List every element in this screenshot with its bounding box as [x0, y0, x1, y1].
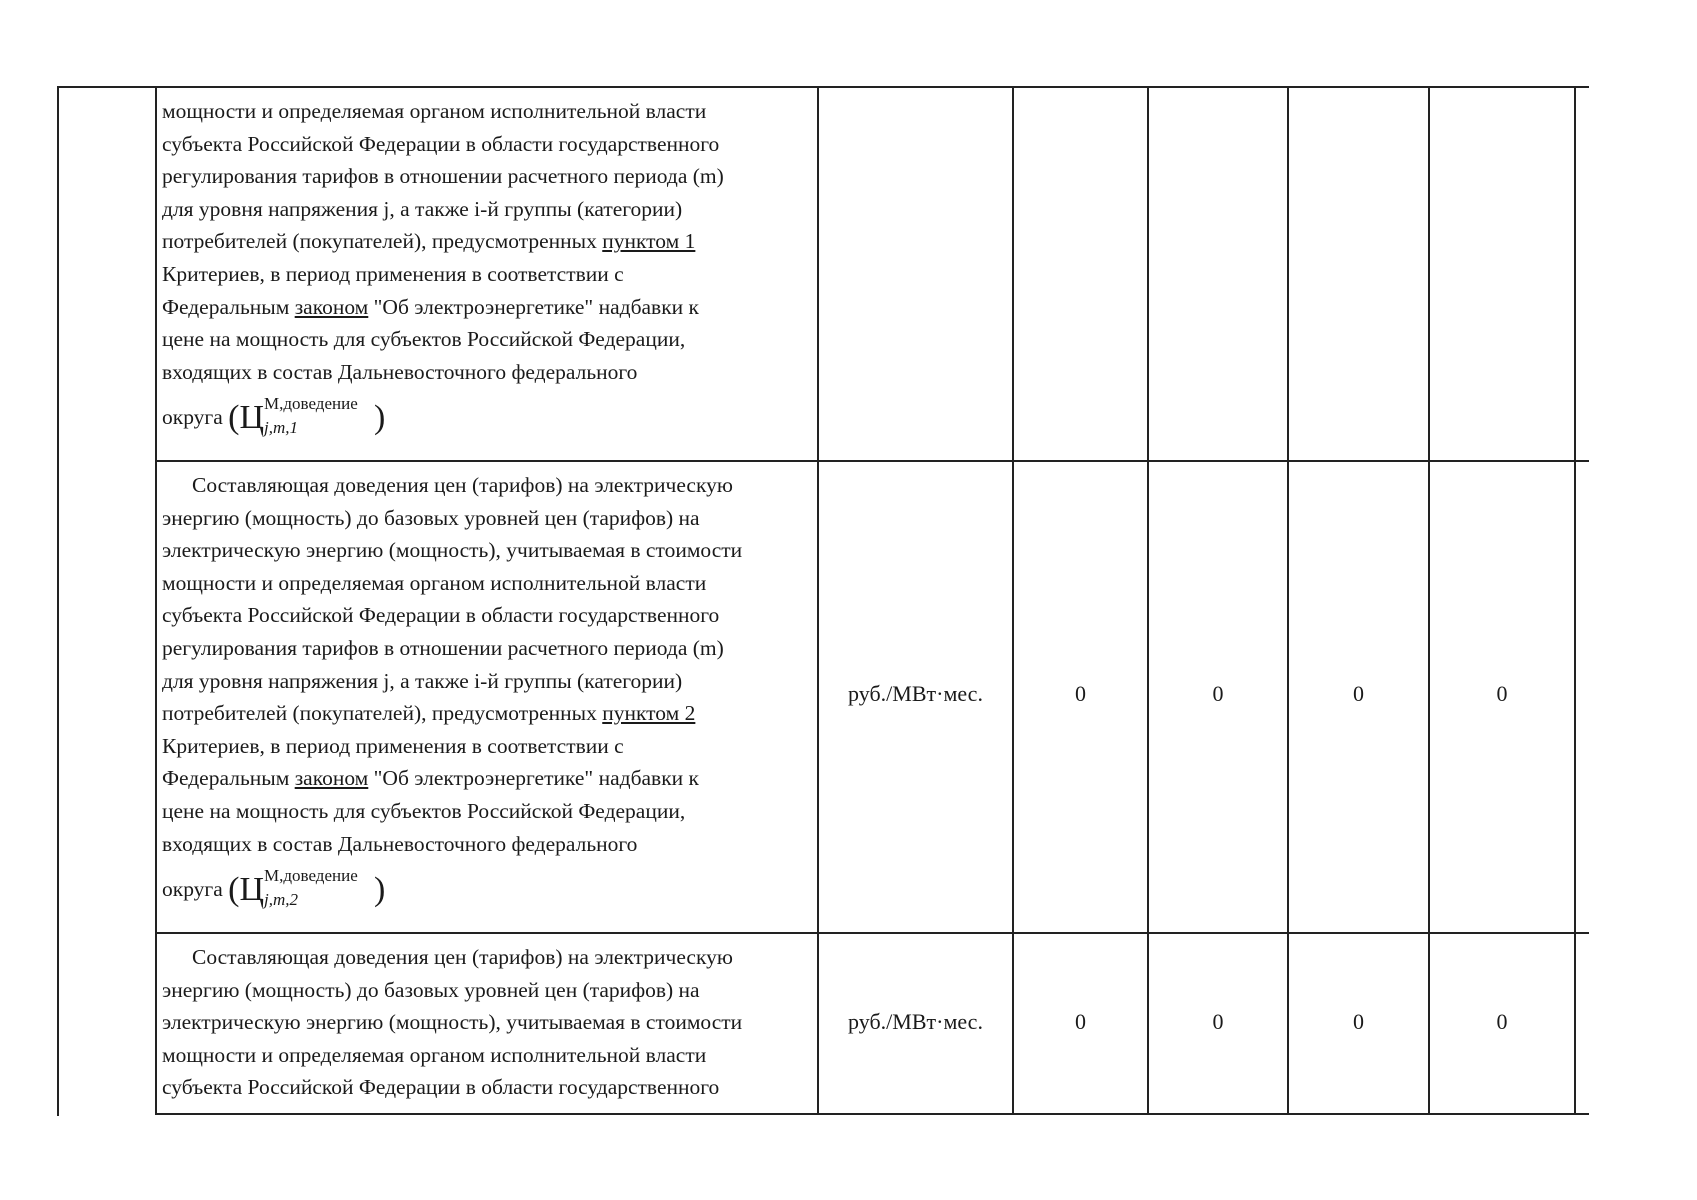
- row-1-criteria-link[interactable]: пунктом 1: [602, 229, 696, 254]
- row-1-line-4: для уровня напряжения j, а также i-й группы (категории): [162, 196, 683, 221]
- row-2-formula-sub: j,m,2: [264, 890, 299, 910]
- row-3-value-4: 0: [1496, 1009, 1508, 1034]
- table-top-border: [57, 86, 1589, 88]
- row-2-unit: руб./МВт·мес.: [848, 681, 983, 706]
- row-3-value-1: 0: [1075, 1009, 1086, 1034]
- table-right-border: [1574, 86, 1576, 1115]
- row-3-line-2: энергию (мощность) до базовых уровней цен (тарифов) на: [162, 977, 700, 1002]
- column-divider-value-1: [1012, 86, 1014, 1115]
- row-2-value-3: 0: [1353, 681, 1364, 706]
- row-1-line-7: [162, 291, 819, 324]
- table-bottom-border: [155, 1113, 1589, 1115]
- row-1-line-1: мощности и определяемая органом исполнительной власти: [162, 99, 707, 123]
- row-divider-2: [155, 932, 1589, 934]
- row-1-law-prefix: Федеральным: [162, 294, 295, 319]
- row-1-line-5: [162, 225, 819, 258]
- row-1-formula-indices: [264, 394, 374, 444]
- row-1-line-9: входящих в состав Дальневосточного федерального: [162, 359, 638, 384]
- row-1-description: [162, 95, 819, 444]
- row-3-description: [162, 941, 819, 1104]
- row-3-line-4: мощности и определяемая органом исполнительной власти: [162, 1042, 707, 1067]
- row-2-line-12: входящих в состав Дальневосточного федерального: [162, 831, 638, 856]
- row-2-description: [162, 469, 819, 916]
- row-2-line-9: Критериев, в период применения в соответствии с: [162, 733, 624, 758]
- row-1-formula-open-paren: (: [228, 399, 240, 437]
- row-1-law-link[interactable]: законом: [294, 294, 369, 319]
- row-3-line-3: электрическую энергию (мощность), учитываемая в стоимости: [162, 1010, 743, 1035]
- row-1-formula-line: [162, 394, 819, 444]
- row-2-line-3: электрическую энергию (мощность), учитываемая в стоимости: [162, 538, 743, 563]
- row-1-formula-close-paren: ): [374, 399, 386, 437]
- row-2-line-4: мощности и определяемая органом исполнительной власти: [162, 570, 707, 595]
- row-2-line-8: [162, 697, 819, 730]
- row-1-line-8: цене на мощность для субъектов Российской Федерации,: [162, 327, 686, 352]
- row-2-value-4: 0: [1496, 681, 1508, 706]
- row-3-unit: руб./МВт·мес.: [848, 1009, 983, 1034]
- row-1-line-6: Критериев, в период применения в соответствии с: [162, 261, 624, 286]
- row-2-law-link[interactable]: законом: [294, 766, 369, 791]
- row-2-formula-indices: [264, 866, 374, 916]
- row-3-value-3: 0: [1353, 1009, 1364, 1034]
- row-2-formula-close-paren: ): [374, 871, 386, 909]
- row-2-value-1: 0: [1075, 681, 1086, 706]
- column-divider-value-2: [1147, 86, 1149, 1115]
- row-2-formula-sup: М,доведение: [264, 866, 358, 886]
- row-2-link-prefix: потребителей (покупателей), предусмотренных: [162, 701, 603, 726]
- row-2-value-2: 0: [1212, 681, 1224, 706]
- row-1-formula-prefix: округа: [162, 405, 223, 430]
- row-2-formula-open-paren: (: [228, 871, 240, 909]
- row-2-formula-symbol: Ц: [239, 871, 265, 909]
- row-2-line-10: [162, 762, 819, 795]
- row-2-line-7: для уровня напряжения j, а также i-й группы (категории): [162, 668, 683, 693]
- row-1-line-3: регулирования тарифов в отношении расчетного периода (m): [162, 164, 724, 189]
- row-2-law-prefix: Федеральным: [162, 766, 295, 791]
- row-2-formula-prefix: округа: [162, 877, 223, 902]
- row-1-link-prefix: потребителей (покупателей), предусмотренных: [162, 229, 603, 254]
- column-divider-value-4: [1428, 86, 1430, 1115]
- row-2-formula-line: [162, 866, 819, 916]
- row-3-line-5: субъекта Российской Федерации в области государственного: [162, 1075, 720, 1100]
- row-1-formula-symbol: Ц: [239, 399, 265, 437]
- row-3-value-2: 0: [1212, 1009, 1224, 1034]
- row-2-line-11: цене на мощность для субъектов Российской Федерации,: [162, 798, 686, 823]
- row-2-line-5: субъекта Российской Федерации в области государственного: [162, 603, 720, 628]
- row-1-law-suffix: "Об электроэнергетике" надбавки к: [368, 294, 699, 319]
- row-2-law-suffix: "Об электроэнергетике" надбавки к: [368, 766, 699, 791]
- column-divider-value-3: [1287, 86, 1289, 1115]
- row-2-criteria-link[interactable]: пунктом 2: [602, 701, 696, 726]
- row-1-line-2: субъекта Российской Федерации в области государственного: [162, 131, 720, 156]
- table-left-border: [57, 86, 59, 1116]
- row-1-formula-sub: j,m,1: [264, 418, 299, 438]
- row-2-line-2: энергию (мощность) до базовых уровней цен (тарифов) на: [162, 505, 700, 530]
- row-1-formula-sup: М,доведение: [264, 394, 358, 414]
- row-3-line-1: Составляющая доведения цен (тарифов) на электрическую: [192, 945, 733, 969]
- row-2-line-6: регулирования тарифов в отношении расчетного периода (m): [162, 635, 724, 660]
- row-2-line-1: Составляющая доведения цен (тарифов) на электрическую: [192, 473, 733, 497]
- column-divider-description: [155, 86, 157, 1115]
- row-divider-1: [155, 460, 1589, 462]
